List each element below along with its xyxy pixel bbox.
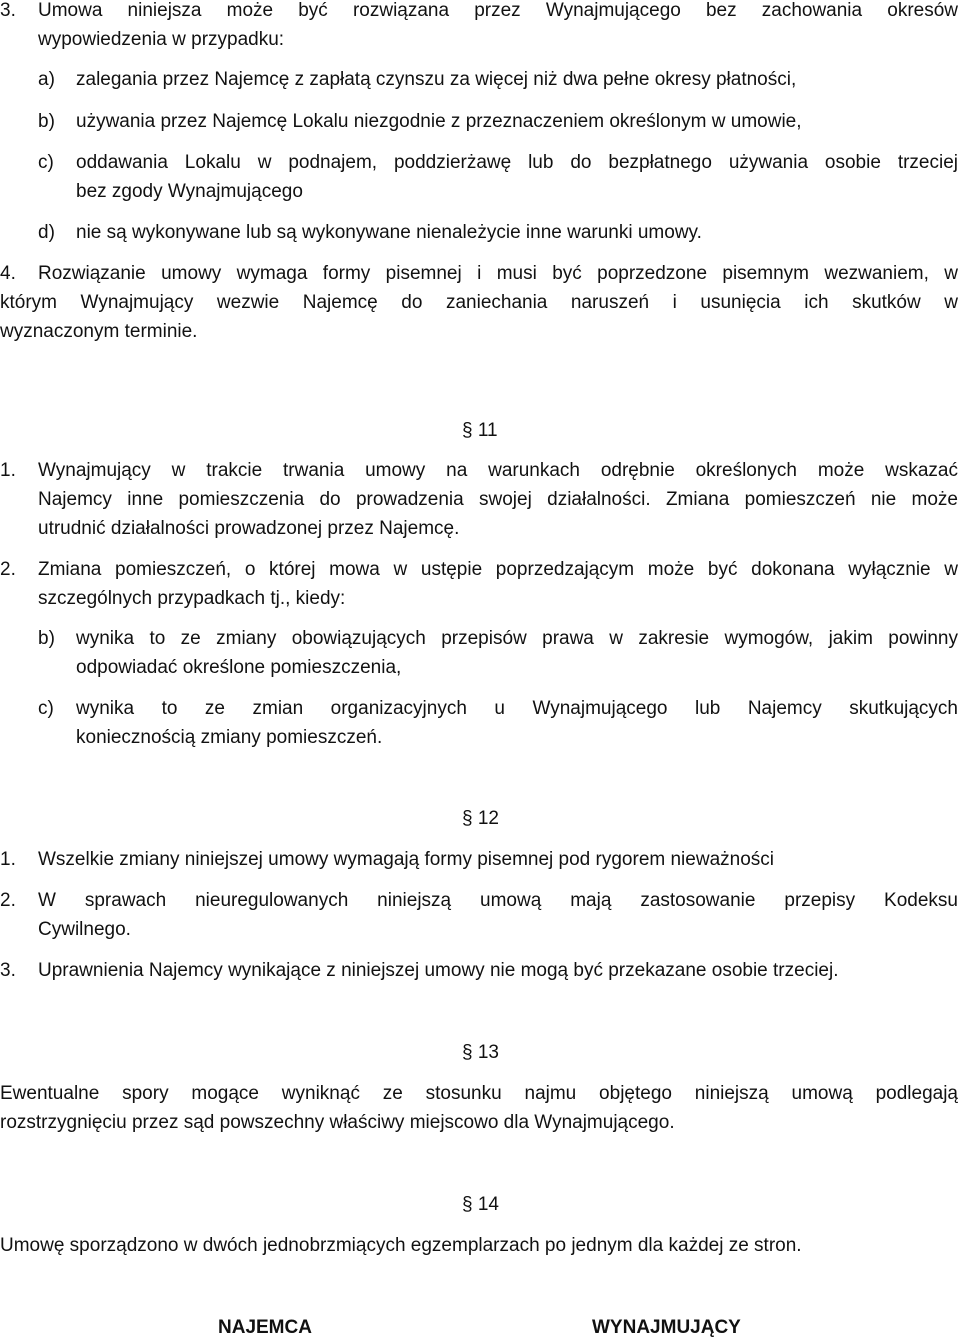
item-letter: b) <box>38 628 55 649</box>
list-item-text: wynika to ze zmiany obowiązujących przepisów prawa w zakresie wymogów, jakim powinny <box>76 628 958 649</box>
item-letter: c) <box>38 152 54 173</box>
item-letter: b) <box>38 111 55 132</box>
paragraph-line: szczególnych przypadkach tj., kiedy: <box>38 588 346 609</box>
paragraph-line: Wynajmujący w trakcie trwania umowy na warunkach odrębnie określonych może wskazać <box>38 460 958 481</box>
list-item-text: używania przez Najemcę Lokalu niezgodnie z przeznaczeniem określonym w umowie, <box>76 111 802 132</box>
section-heading: § 12 <box>462 808 499 829</box>
paragraph-line: rozstrzygnięciu przez sąd powszechny właściwy miejscowo dla Wynajmującego. <box>0 1112 675 1133</box>
list-item-text: nie są wykonywane lub są wykonywane nienależycie inne warunki umowy. <box>76 222 702 243</box>
section-heading: § 11 <box>462 420 498 441</box>
item-number: 1. <box>0 460 16 481</box>
paragraph-line: utrudnić działalności prowadzonej przez Najemcę. <box>38 518 460 539</box>
item-number: 1. <box>0 849 16 870</box>
list-item-text: zalegania przez Najemcę z zapłatą czynszu za więcej niż dwa pełne okresy płatności, <box>76 69 797 90</box>
paragraph-line: wypowiedzenia w przypadku: <box>38 29 285 50</box>
list-item-text: bez zgody Wynajmującego <box>76 181 303 202</box>
paragraph-line: W sprawach nieuregulowanych niniejszą umową mają zastosowanie przepisy Kodeksu <box>38 890 958 911</box>
item-letter: c) <box>38 698 54 719</box>
tenant-signature-label: NAJEMCA <box>218 1317 312 1338</box>
item-letter: a) <box>38 69 55 90</box>
paragraph-line: Najemcy inne pomieszczenia do prowadzenia swojej działalności. Zmiana pomieszczeń nie może <box>38 489 958 510</box>
paragraph-line: którym Wynajmujący wezwie Najemcę do zaniechania naruszeń i usunięcia ich skutków w <box>0 292 958 313</box>
paragraph-line: Rozwiązanie umowy wymaga formy pisemnej i musi być poprzedzone pisemnym wezwaniem, w <box>38 263 958 284</box>
paragraph-line: Zmiana pomieszczeń, o której mowa w ustępie poprzedzającym może być dokonana wyłącznie w <box>38 559 958 580</box>
list-item-text: oddawania Lokalu w podnajem, poddzierżawę lub do bezpłatnego używania osobie trzeciej <box>76 152 958 173</box>
paragraph-line: Umowa niniejsza może być rozwiązana przez Wynajmującego bez zachowania okresów <box>38 0 958 21</box>
paragraph-line: Cywilnego. <box>38 919 131 940</box>
item-number: 3. <box>0 960 16 981</box>
item-number: 3. <box>0 0 16 21</box>
item-number: 2. <box>0 559 16 580</box>
section-heading: § 13 <box>462 1042 499 1063</box>
landlord-signature-label: WYNAJMUJĄCY <box>592 1317 741 1338</box>
item-number: 2. <box>0 890 16 911</box>
paragraph-line: Uprawnienia Najemcy wynikające z niniejszej umowy nie mogą być przekazane osobie trzeciej. <box>38 960 839 981</box>
list-item-text: odpowiadać określone pomieszczenia, <box>76 657 402 678</box>
section-heading: § 14 <box>462 1194 499 1215</box>
paragraph-line: Ewentualne spory mogące wyniknąć ze stosunku najmu objętego niniejszą umową podlegają <box>0 1083 958 1104</box>
item-number: 4. <box>0 263 16 284</box>
paragraph-line: wyznaczonym terminie. <box>0 321 198 342</box>
list-item-text: wynika to ze zmian organizacyjnych u Wynajmującego lub Najemcy skutkujących <box>76 698 958 719</box>
list-item-text: koniecznością zmiany pomieszczeń. <box>76 727 383 748</box>
paragraph-line: Wszelkie zmiany niniejszej umowy wymagają formy pisemnej pod rygorem nieważności <box>38 849 774 870</box>
item-letter: d) <box>38 222 55 243</box>
paragraph-line: Umowę sporządzono w dwóch jednobrzmiących egzemplarzach po jednym dla każdej ze stron. <box>0 1235 802 1256</box>
